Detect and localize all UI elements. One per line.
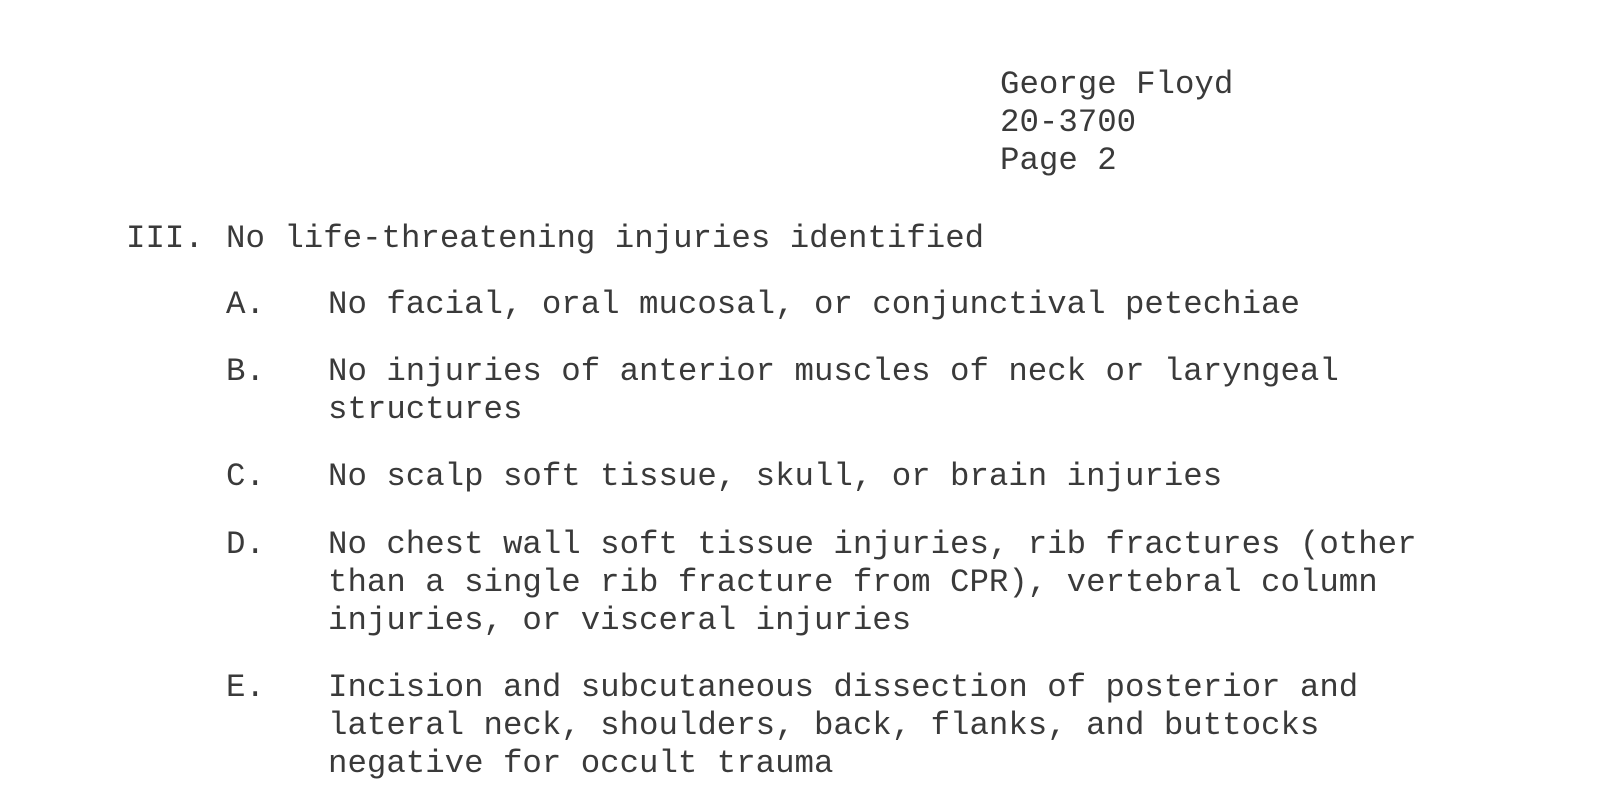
list-item-text	[328, 286, 1508, 324]
list-item-line: structures	[328, 391, 523, 428]
page-header	[1000, 66, 1233, 180]
list-item-letter: C.	[226, 458, 265, 495]
list-item-line: No injuries of anterior muscles of neck or laryngeal	[328, 353, 1339, 390]
case-number: 20-3700	[1000, 104, 1137, 141]
list-item-line: No chest wall soft tissue injuries, rib fractures (other	[328, 526, 1417, 563]
list-item-line: injuries, or visceral injuries	[328, 602, 912, 639]
list-item-line: No scalp soft tissue, skull, or brain injuries	[328, 458, 1223, 495]
decedent-name: George Floyd	[1000, 66, 1234, 103]
page-number: Page 2	[1000, 142, 1117, 179]
section-title: No life-threatening injuries identified	[226, 220, 985, 257]
list-item-text	[328, 353, 1508, 429]
list-item-letter: E.	[226, 669, 265, 706]
list-item-text	[328, 669, 1508, 783]
list-item-line: No facial, oral mucosal, or conjunctival petechiae	[328, 286, 1300, 323]
section-numeral: III.	[126, 220, 204, 257]
list-item-text	[328, 526, 1508, 640]
list-item-line: lateral neck, shoulders, back, flanks, and buttocks	[328, 707, 1320, 744]
list-item-letter: B.	[226, 353, 265, 390]
list-item-line: Incision and subcutaneous dissection of posterior and	[328, 669, 1359, 706]
list-item-text	[328, 458, 1508, 496]
list-item-line: than a single rib fracture from CPR), vertebral column	[328, 564, 1378, 601]
section-heading	[126, 220, 984, 258]
list-item-line: negative for occult trauma	[328, 745, 834, 782]
list-item-letter: D.	[226, 526, 265, 563]
list-item-letter: A.	[226, 286, 265, 323]
